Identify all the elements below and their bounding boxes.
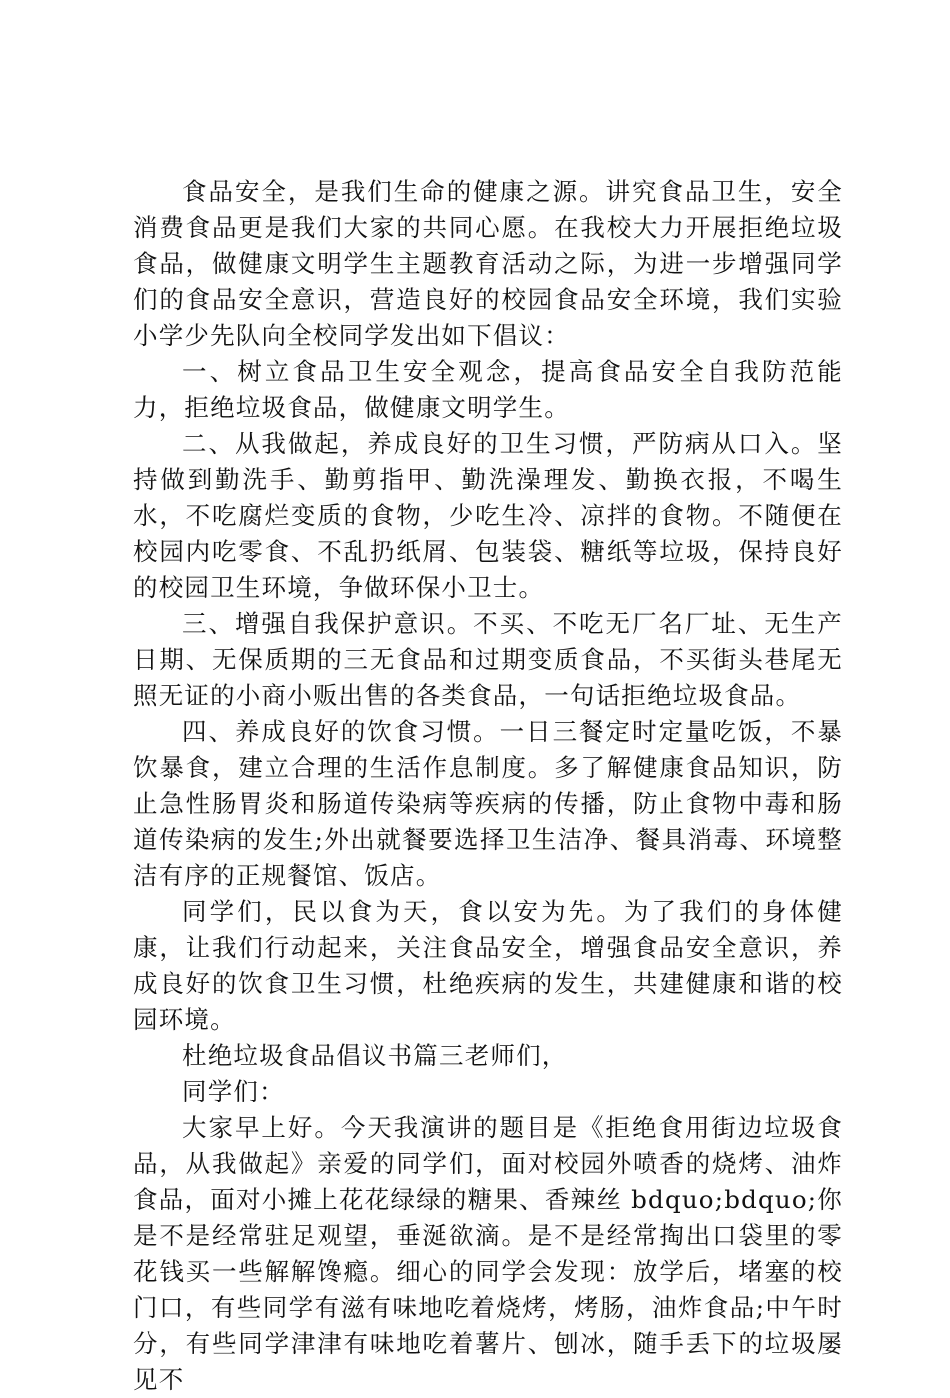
closing-paragraph: 同学们，民以食为天，食以安为先。为了我们的身体健康，让我们行动起来，关注食品安全，增强食品安全意识，养成良好的饮食卫生习惯，杜绝疾病的发生，共建健康和谐的校园环境。 — [133, 897, 843, 1034]
document-body — [133, 174, 843, 1398]
proposal-item-3: 三、增强自我保护意识。不买、不吃无厂名厂址、无生产日期、无保质期的三无食品和过期变质食品，不买街头巷尾无照无证的小商小贩出售的各类食品，一句话拒绝垃圾食品。 — [133, 609, 843, 710]
proposal-item-2: 二、从我做起，养成良好的卫生习惯，严防病从口入。坚持做到勤洗手、勤剪指甲、勤洗澡理发、勤换衣报，不喝生水，不吃腐烂变质的食物，少吃生冷、凉拌的食物。不随便在校园内吃零食、不乱扔纸屑、包装袋、糖纸等垃圾，保持良好的校园卫生环境，争做环保小卫士。 — [133, 429, 843, 602]
proposal-item-1: 一、树立食品卫生安全观念，提高食品安全自我防范能力，拒绝垃圾食品，做健康文明学生。 — [133, 357, 843, 422]
intro-paragraph: 食品安全，是我们生命的健康之源。讲究食品卫生，安全消费食品更是我们大家的共同心愿。在我校大力开展拒绝垃圾食品，做健康文明学生主题教育活动之际，为进一步增强同学们的食品安全意识，营造良好的校园食品安全环境，我们实验小学少先队向全校同学发出如下倡议： — [133, 177, 843, 350]
proposal-item-4: 四、养成良好的饮食习惯。一日三餐定时定量吃饭，不暴饮暴食，建立合理的生活作息制度。多了解健康食品知识，防止急性肠胃炎和肠道传染病等疾病的传播，防止食物中毒和肠道传染病的发生;外出就餐要选择卫生洁净、餐具消毒、环境整洁有序的正规餐馆、饭店。 — [133, 717, 843, 890]
salutation: 同学们： — [182, 1077, 285, 1106]
speech-paragraph: 大家早上好。今天我演讲的题目是《拒绝食用街边垃圾食品，从我做起》亲爱的同学们，面对校园外喷香的烧烤、油炸食品，面对小摊上花花绿绿的糖果、香辣丝 bdquo;bdquo;你是不是经常驻足观望，垂涎欲滴。是不是经常掏出口袋里的零花钱买一些解解馋瘾。细心的同学会发现：放学后，堵塞的校门口，有些同学有滋有味地吃着烧烤，烤肠，油炸食品;中午时分，有些同学津津有味地吃着薯片、刨冰，随手丢下的垃圾屡见不 — [133, 1113, 843, 1394]
section-heading: 杜绝垃圾食品倡议书篇三老师们， — [182, 1041, 568, 1070]
